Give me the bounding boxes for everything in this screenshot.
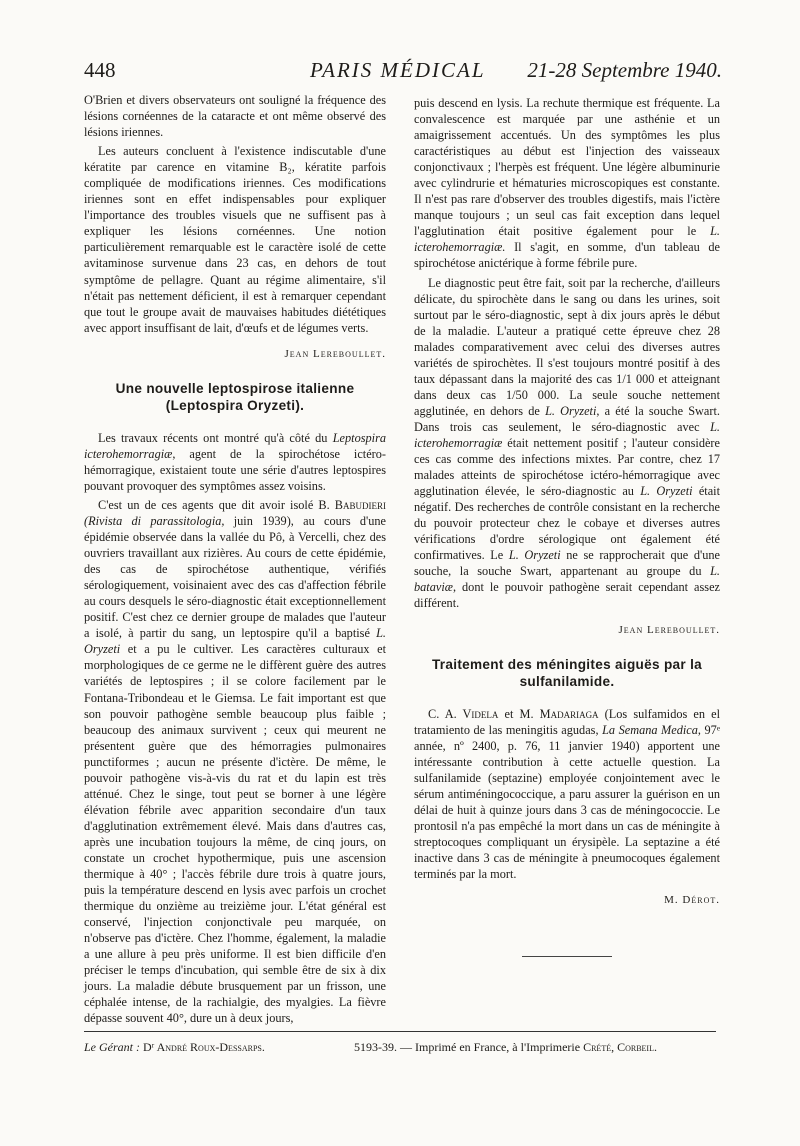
footer-rule bbox=[84, 1031, 716, 1032]
paragraph: O'Brien et divers observateurs ont souligné la fréquence des lésions cornéennes de la cataracte et ont même observé des lésions iriennes. bbox=[84, 93, 386, 140]
paragraph: C. A. Videla et M. Madariaga (Los sulfamidos en el tratamiento de las meningitis agudas, La Semana Medica, 97ᵉ année, nº 2400, p. 76, 11 janvier 1940) apportent une intéressante contribution à cette actuelle question. La sulfanilamide (septazine) employée conjointement avec le sérum antiméningococcique, a paru assurer la guérison en un délai de huit à quinze jours dans 3 cas de méningococcie. Le prontosil n'a pas empêché la mort dans un cas de méningite à streptocoques compliquant un érysipèle. La septazine a été inactive dans 3 cas de méningite à pneumocoques également terminés par la mort. bbox=[414, 706, 720, 882]
journal-title: PARIS MÉDICAL bbox=[310, 58, 486, 82]
paragraph: puis descend en lysis. La rechute thermique est fréquente. La convalescence est marquée par une asthénie et un amaigrissement accentués. Un des symptômes les plus caractéristiques au début est l'injection des vaisseaux conjonctivaux ; l'herpès est fréquent. Une légère albuminurie avec cylindrurie et hématuries microscopiques est constante. Il n'est pas rare d'observer des troubles digestifs, mais l'ictère manque toujours ; un seul cas fait exception dans lequel l'agglutination était positive également pour le L. icterohemorragiæ. Il s'agit, en somme, d'un tableau de spirochétose anictérique à forme fébrile pure. bbox=[414, 96, 720, 271]
paragraph: Les auteurs concluent à l'existence indiscutable d'une kératite par carence en vitamine B₂, kératite parfois compliquée de modifications iriennes. Ces modifications iriennes sont en effet indispensables pour expliquer l'importance des troubles visuels que ne suffisent pas à expliquer les lésions cornéennes. Une notion particulièrement remarquable est le caractère isolé de cette avitaminose survenue dans 23 cas, en dehors de tout symptôme de pellagre. Quant au régime alimentaire, s'il n'était pas nettement déficient, il est à remarquer cependant que tout le groupe avait de mauvaises habitudes diététiques avec apport insuffisant de lait, d'œufs et de légumes verts. bbox=[84, 144, 386, 335]
manager-credit: Le Gérant : Dʳ André Roux-Dessarps. bbox=[84, 1040, 265, 1054]
article-heading: Une nouvelle leptospirose italienne (Leptospira Oryzeti). bbox=[115, 380, 355, 413]
paragraph: Les travaux récents ont montré qu'à côté du Leptospira icterohemorragiæ, agent de la spirochétose ictéro-hémorragique, existaient toute une série d'autres leptospires pouvant provoquer des symptômes assez voisins. bbox=[84, 430, 386, 493]
printer-credit: 5193-39. — Imprimé en France, à l'Imprimerie Crété, Corbeil. bbox=[354, 1040, 657, 1054]
section-divider bbox=[522, 956, 612, 957]
signature: Jean Lereboullet. bbox=[618, 623, 720, 636]
signature: Jean Lereboullet. bbox=[284, 347, 386, 360]
paragraph: C'est un de ces agents que dit avoir isolé B. Babudieri (Rivista di parassitologia, juin 1939), au cours d'une épidémie observée dans la vallée du Pô, à Vercelli, chez des ouvriers travaillant aux rizières. Au cours de cette épidémie, des cas de spirochétose authentique, vérifiés sérologiquement, voisinaient avec des cas d'affection fébrile au cours desquels le séro-diagnostic était exceptionnellement positif. C'est chez ce dernier groupe de malades que l'auteur a isolé, à partir du sang, un leptospire qu'il a baptisé L. Oryzeti et a pu le cultiver. Les caractères culturaux et morphologiques de ce germe ne le diffèrent guère des autres variétés de leptospires ; il se colore facilement par le Fontana-Tribondeau et le Giemsa. Le fait important est que son pouvoir pathogène semble beaucoup plus faible ; beaucoup des animaux survivent ; ceux qui meurent ne présentent guère que des hémorragies pulmonaires punctiformes ; aucun ne présente d'ictère. De même, le pouvoir pathogène vis-à-vis du rat et du lapin est très atténué. Chez le singe, tout peut se borner à une légère élévation fébrile avec apparition secondaire d'un taux d'agglutination extrêmement élevé. Mais dans d'autres cas, après une incubation toujours la même, de cinq jours, on constate un crochet hypothermique, puis une ascension thermique à 40° ; l'accès fébrile dure trois à quatre jours, puis la température descend en lysis avec parfois un crochet thermique du onzième au treizième jour. L'état général est conservé, l'injection conjonctivale peu marquée, on n'observe pas d'ictère. Chez l'homme, également, la maladie a une allure à peu près uniforme. Il est bien difficile d'en préciser le temps d'incubation, qui semble être de six à dix jours. La maladie débute brusquement par un frisson, une céphalée intense, de la rachialgie, des myalgies. La fièvre dépasse souvent 40°, dure un à deux jours, bbox=[84, 497, 386, 1026]
left-column bbox=[84, 92, 386, 1029]
running-header bbox=[84, 58, 722, 88]
article-heading: Traitement des méningites aiguës par la sulfanilamide. bbox=[431, 656, 703, 689]
issue-date: 21-28 Septembre 1940. bbox=[527, 58, 722, 82]
signature: M. Dérot. bbox=[664, 894, 720, 907]
right-column bbox=[414, 95, 720, 957]
page-number: 448 bbox=[84, 58, 116, 82]
paragraph: Le diagnostic peut être fait, soit par la recherche, d'ailleurs délicate, du spirochète dans le sang ou dans les urines, soit surtout par le séro-diagnostic, sept à dix jours après le début de la maladie. L'auteur a pratiqué cette épreuve chez 28 malades comparativement avec celui des diverses autres variétés de spirochètes. Il s'est toujours montré positif à des taux dépassant dans la majorité des cas 1/1 000 et atteignant dans deux cas 1/50 000. La seule souche nettement agglutinée, en dehors de L. Oryzeti, a été la souche Swart. Dans trois cas seulement, le séro-diagnostic avec L. icterohemorragiæ était nettement positif ; l'auteur considère ces cas comme des infections mixtes. Par contre, chez 17 malades atteints de spirochétose ictéro-hémorragique avec agglutination élevée, le séro-diagnostic au L. Oryzeti était négatif. Des recherches de contrôle consistant en la recherche du pouvoir protecteur chez le cobaye et diverses autres vérifications d'ordre sérologique ont également été confirmatives. Le L. Oryzeti ne se rapprocherait que d'une souche, la souche Swart, appartenant au groupe du L. bataviæ, dont le pouvoir pathogène serait cependant assez différent. bbox=[414, 275, 720, 611]
